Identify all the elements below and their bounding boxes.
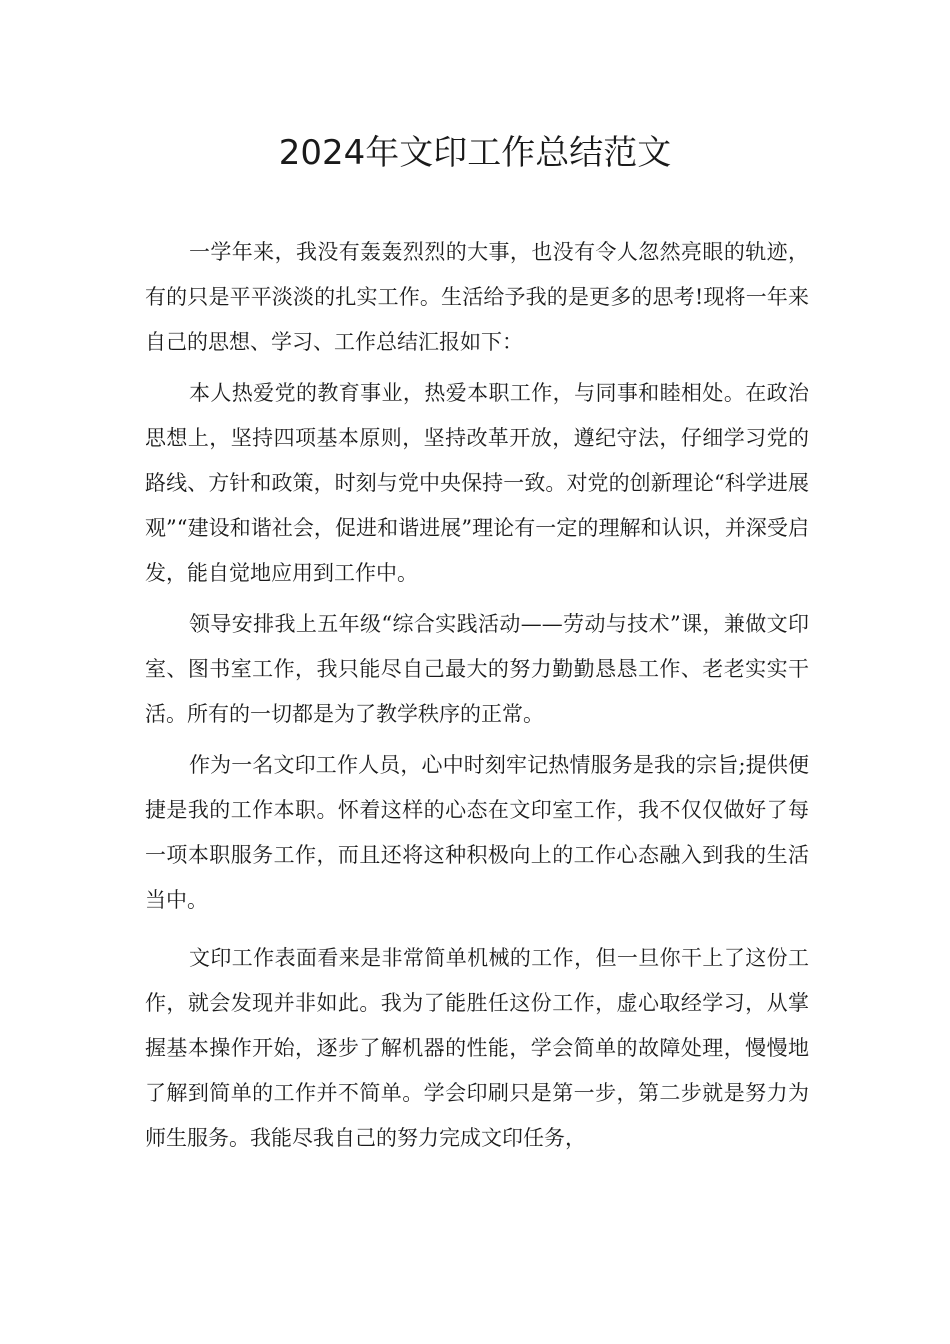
document-title: 2024年文印工作总结范文 <box>278 133 672 173</box>
document-body <box>145 230 809 1167</box>
paragraph-intro: 一学年来，我没有轰轰烈烈的大事，也没有令人忽然亮眼的轨迹，有的只是平平淡淡的扎实工作。生活给予我的是更多的思考!现将一年来自己的思想、学习、工作总结汇报如下： <box>145 240 809 354</box>
paragraph-political-thought: 本人热爱党的教育事业，热爱本职工作，与同事和睦相处。在政治思想上，坚持四项基本原则，坚持改革开放，遵纪守法，仔细学习党的路线、方针和政策，时刻与党中央保持一致。对党的创新理论“科学进展观”“建设和谐社会，促进和谐进展”理论有一定的理解和认识，并深受启发，能自觉地应用到工作中。 <box>145 381 809 585</box>
paragraph-learning: 文印工作表面看来是非常简单机械的工作，但一旦你干上了这份工作，就会发现并非如此。我为了能胜任这份工作，虚心取经学习，从掌握基本操作开始，逐步了解机器的性能，学会简单的故障处理，慢慢地了解到简单的工作并不简单。学会印刷只是第一步，第二步就是努力为师生服务。我能尽我自己的努力完成文印任务， <box>145 946 809 1150</box>
paragraph-service-attitude: 作为一名文印工作人员，心中时刻牢记热情服务是我的宗旨;提供便捷是我的工作本职。怀着这样的心态在文印室工作，我不仅仅做好了每一项本职服务工作，而且还将这种积极向上的工作心态融入到我的生活当中。 <box>145 753 809 912</box>
paragraph-assignment: 领导安排我上五年级“综合实践活动——劳动与技术”课，兼做文印室、图书室工作，我只能尽自己最大的努力勤勤恳恳工作、老老实实干活。所有的一切都是为了教学秩序的正常。 <box>145 612 809 726</box>
